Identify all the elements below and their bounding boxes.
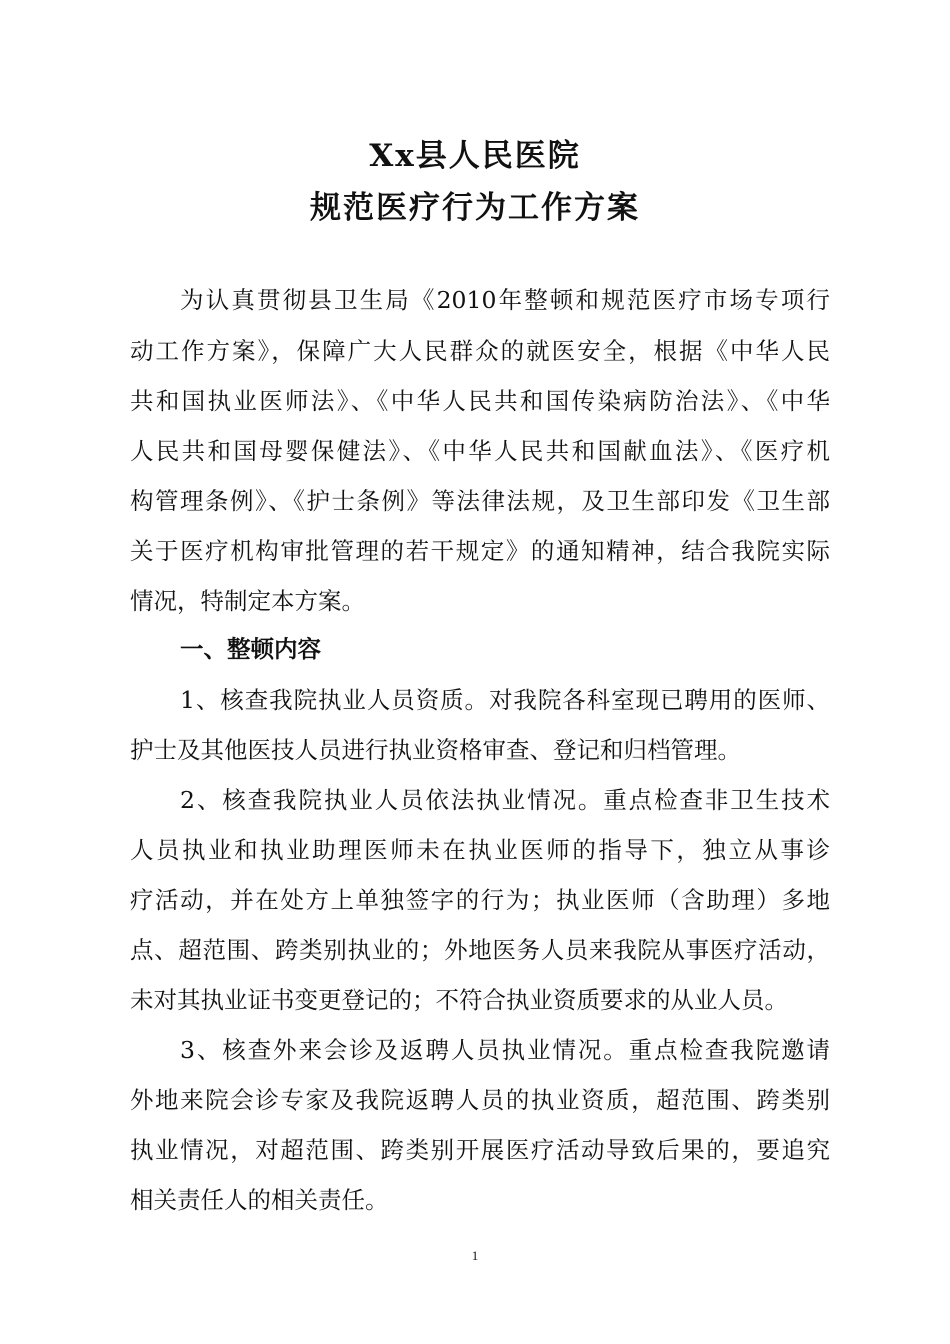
- item2-line: 2、核查我院执业人员依法执业情况。重点检查非卫生技术: [180, 786, 830, 814]
- document-title-hospital: Xx县人民医院: [369, 138, 581, 174]
- item2-line: 点、超范围、跨类别执业的；外地医务人员来我院从事医疗活动，: [130, 936, 830, 964]
- item3-line: 外地来院会诊专家及我院返聘人员的执业资质，超范围、跨类别: [130, 1086, 830, 1114]
- intro-line: 构管理条例》、《护士条例》等法律法规，及卫生部印发《卫生部: [130, 487, 830, 515]
- intro-line: 为认真贯彻县卫生局《2010年整顿和规范医疗市场专项行: [180, 286, 830, 314]
- item2-line: 人员执业和执业助理医师未在执业医师的指导下，独立从事诊: [130, 836, 830, 864]
- item2-line: 未对其执业证书变更登记的；不符合执业资质要求的从业人员。: [130, 986, 788, 1014]
- intro-line: 关于医疗机构审批管理的若干规定》的通知精神，结合我院实际: [130, 537, 830, 565]
- item1-line: 护士及其他医技人员进行执业资格审查、登记和归档管理。: [130, 736, 741, 764]
- item3-line: 执业情况，对超范围、跨类别开展医疗活动导致后果的，要追究: [130, 1136, 830, 1164]
- intro-line: 动工作方案》，保障广大人民群众的就医安全，根据《中华人民: [130, 337, 830, 365]
- section-heading: 一、整顿内容: [180, 635, 321, 663]
- intro-line: 共和国执业医师法》、《中华人民共和国传染病防治法》、《中华: [130, 387, 830, 415]
- document-title-plan: 规范医疗行为工作方案: [310, 190, 640, 226]
- item3-line: 相关责任人的相关责任。: [130, 1186, 389, 1214]
- intro-line: 人民共和国母婴保健法》、《中华人民共和国献血法》、《医疗机: [130, 437, 830, 465]
- item2-line: 疗活动，并在处方上单独签字的行为；执业医师（含助理）多地: [130, 886, 830, 914]
- page-number: 1: [471, 1248, 479, 1263]
- item3-line: 3、核查外来会诊及返聘人员执业情况。重点检查我院邀请: [180, 1036, 830, 1064]
- intro-line: 情况，特制定本方案。: [130, 587, 365, 615]
- item1-line: 1、核查我院执业人员资质。对我院各科室现已聘用的医师、: [180, 686, 830, 714]
